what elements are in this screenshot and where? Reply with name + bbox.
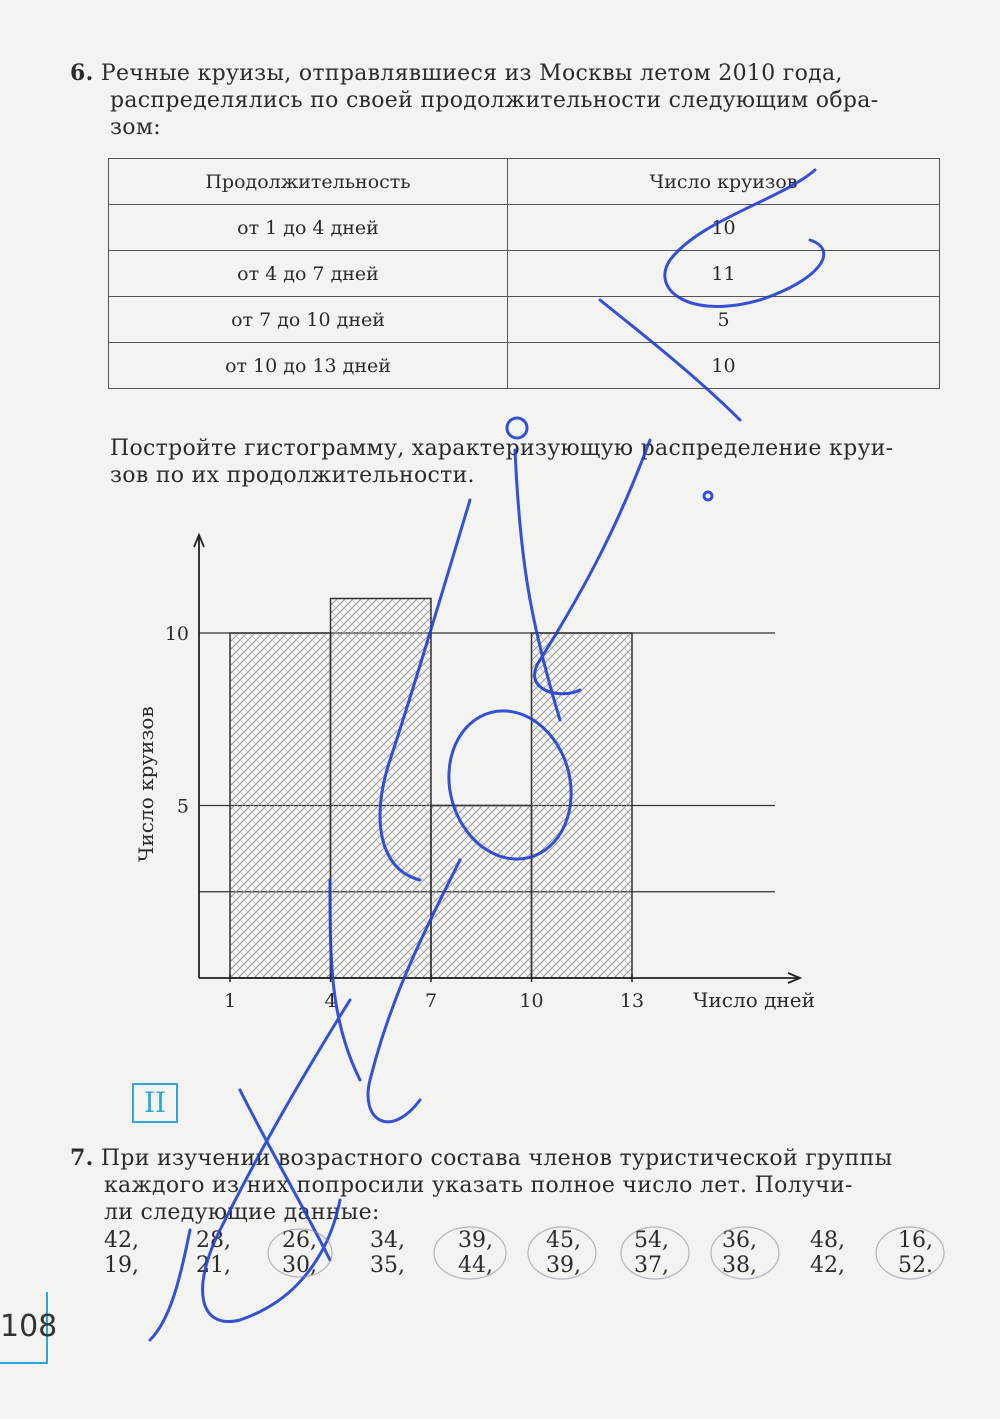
chart-bars: [230, 599, 632, 979]
histogram-bar: [532, 633, 633, 978]
count-cell: 10: [508, 205, 940, 251]
chart-gridlines: [199, 633, 775, 892]
problem-7-number: 7.: [70, 1145, 94, 1171]
pen-stroke: [433, 697, 588, 873]
age-value: 30,: [282, 1253, 317, 1278]
pen-stroke: [380, 500, 470, 880]
y-axis-arrow: [194, 535, 204, 547]
problem-7-text: [70, 1145, 950, 1226]
age-value: 48,: [810, 1228, 845, 1253]
table-header-row: [109, 159, 940, 205]
age-value: 45,: [546, 1228, 581, 1253]
duration-cell: от 10 до 13 дней: [109, 343, 508, 389]
problem-6-line1: 6. Речные круизы, отправлявшиеся из Москвы летом 2010 года,: [70, 60, 843, 86]
problem-7-line2: каждого из них попросили указать полное число лет. Получи-: [104, 1173, 853, 1198]
x-tick-label: 13: [619, 990, 645, 1012]
x-tick-label: 10: [519, 990, 544, 1012]
problem-7-line3: ли следующие данные:: [104, 1200, 380, 1225]
table-row: [109, 343, 940, 389]
problem-6-text: [70, 60, 950, 141]
age-value: 16,: [898, 1228, 933, 1253]
header-duration: Продолжительность: [109, 159, 508, 205]
age-value: 28,: [196, 1228, 231, 1253]
task-line1: Постройте гистограмму, характеризующую распределение круи-: [110, 436, 894, 461]
table-row: [109, 205, 940, 251]
age-value: 34,: [370, 1228, 405, 1253]
x-axis-label: Число дней: [693, 988, 815, 1012]
table-row: [109, 251, 940, 297]
duration-cell: от 1 до 4 дней: [109, 205, 508, 251]
problem-6-task: [110, 435, 950, 489]
age-value: 21,: [196, 1253, 231, 1278]
chart-axes: [194, 535, 800, 983]
page-number: 108: [0, 1292, 48, 1364]
age-value: 38,: [722, 1253, 757, 1278]
chart-tick-labels: [165, 623, 644, 1012]
age-value: 36,: [722, 1228, 757, 1253]
problem-7-line1: 7. При изучении возрастного состава членов туристической группы: [70, 1145, 893, 1171]
age-value: 44,: [458, 1253, 493, 1278]
pen-stroke: [704, 492, 712, 500]
age-value: 19,: [104, 1253, 139, 1278]
pen-stroke: [515, 450, 560, 720]
duration-cell: от 7 до 10 дней: [109, 297, 508, 343]
y-tick-label: 10: [164, 623, 189, 645]
section-marker: II: [132, 1083, 178, 1123]
pen-stroke: [150, 1230, 190, 1340]
header-count: Число круизов: [508, 159, 940, 205]
y-axis-label: Число круизов: [134, 706, 158, 862]
cruise-duration-table: [108, 158, 940, 389]
histogram-bar: [230, 633, 331, 978]
histogram-bar: [431, 806, 532, 979]
task-line2: зов по их продолжительности.: [110, 463, 475, 488]
age-value: 42,: [104, 1228, 139, 1253]
x-tick-label: 4: [324, 990, 337, 1012]
pen-stroke: [368, 860, 460, 1122]
table-row: [109, 297, 940, 343]
count-cell: 10: [508, 343, 940, 389]
duration-cell: от 4 до 7 дней: [109, 251, 508, 297]
age-value: 35,: [370, 1253, 405, 1278]
problem-6-line2: распределялись по своей продолжительности следующим обра-: [110, 88, 879, 113]
age-value: 42,: [810, 1253, 845, 1278]
age-value: 52.: [898, 1253, 933, 1278]
y-tick-label: 5: [176, 795, 189, 818]
x-tick-label: 7: [424, 990, 438, 1012]
count-cell: 5: [508, 297, 940, 343]
count-cell: 11: [508, 251, 940, 297]
age-value: 39,: [458, 1228, 493, 1253]
pen-stroke: [330, 880, 360, 1080]
age-value: 54,: [634, 1228, 669, 1253]
x-axis-arrow: [788, 973, 800, 983]
age-value: 37,: [634, 1253, 669, 1278]
histogram-bar: [331, 599, 432, 979]
problem-6-number: 6.: [70, 60, 94, 86]
problem-6-line3: зом:: [110, 115, 161, 140]
x-tick-label: 1: [223, 990, 237, 1012]
age-value: 26,: [282, 1228, 317, 1253]
age-value: 39,: [546, 1253, 581, 1278]
